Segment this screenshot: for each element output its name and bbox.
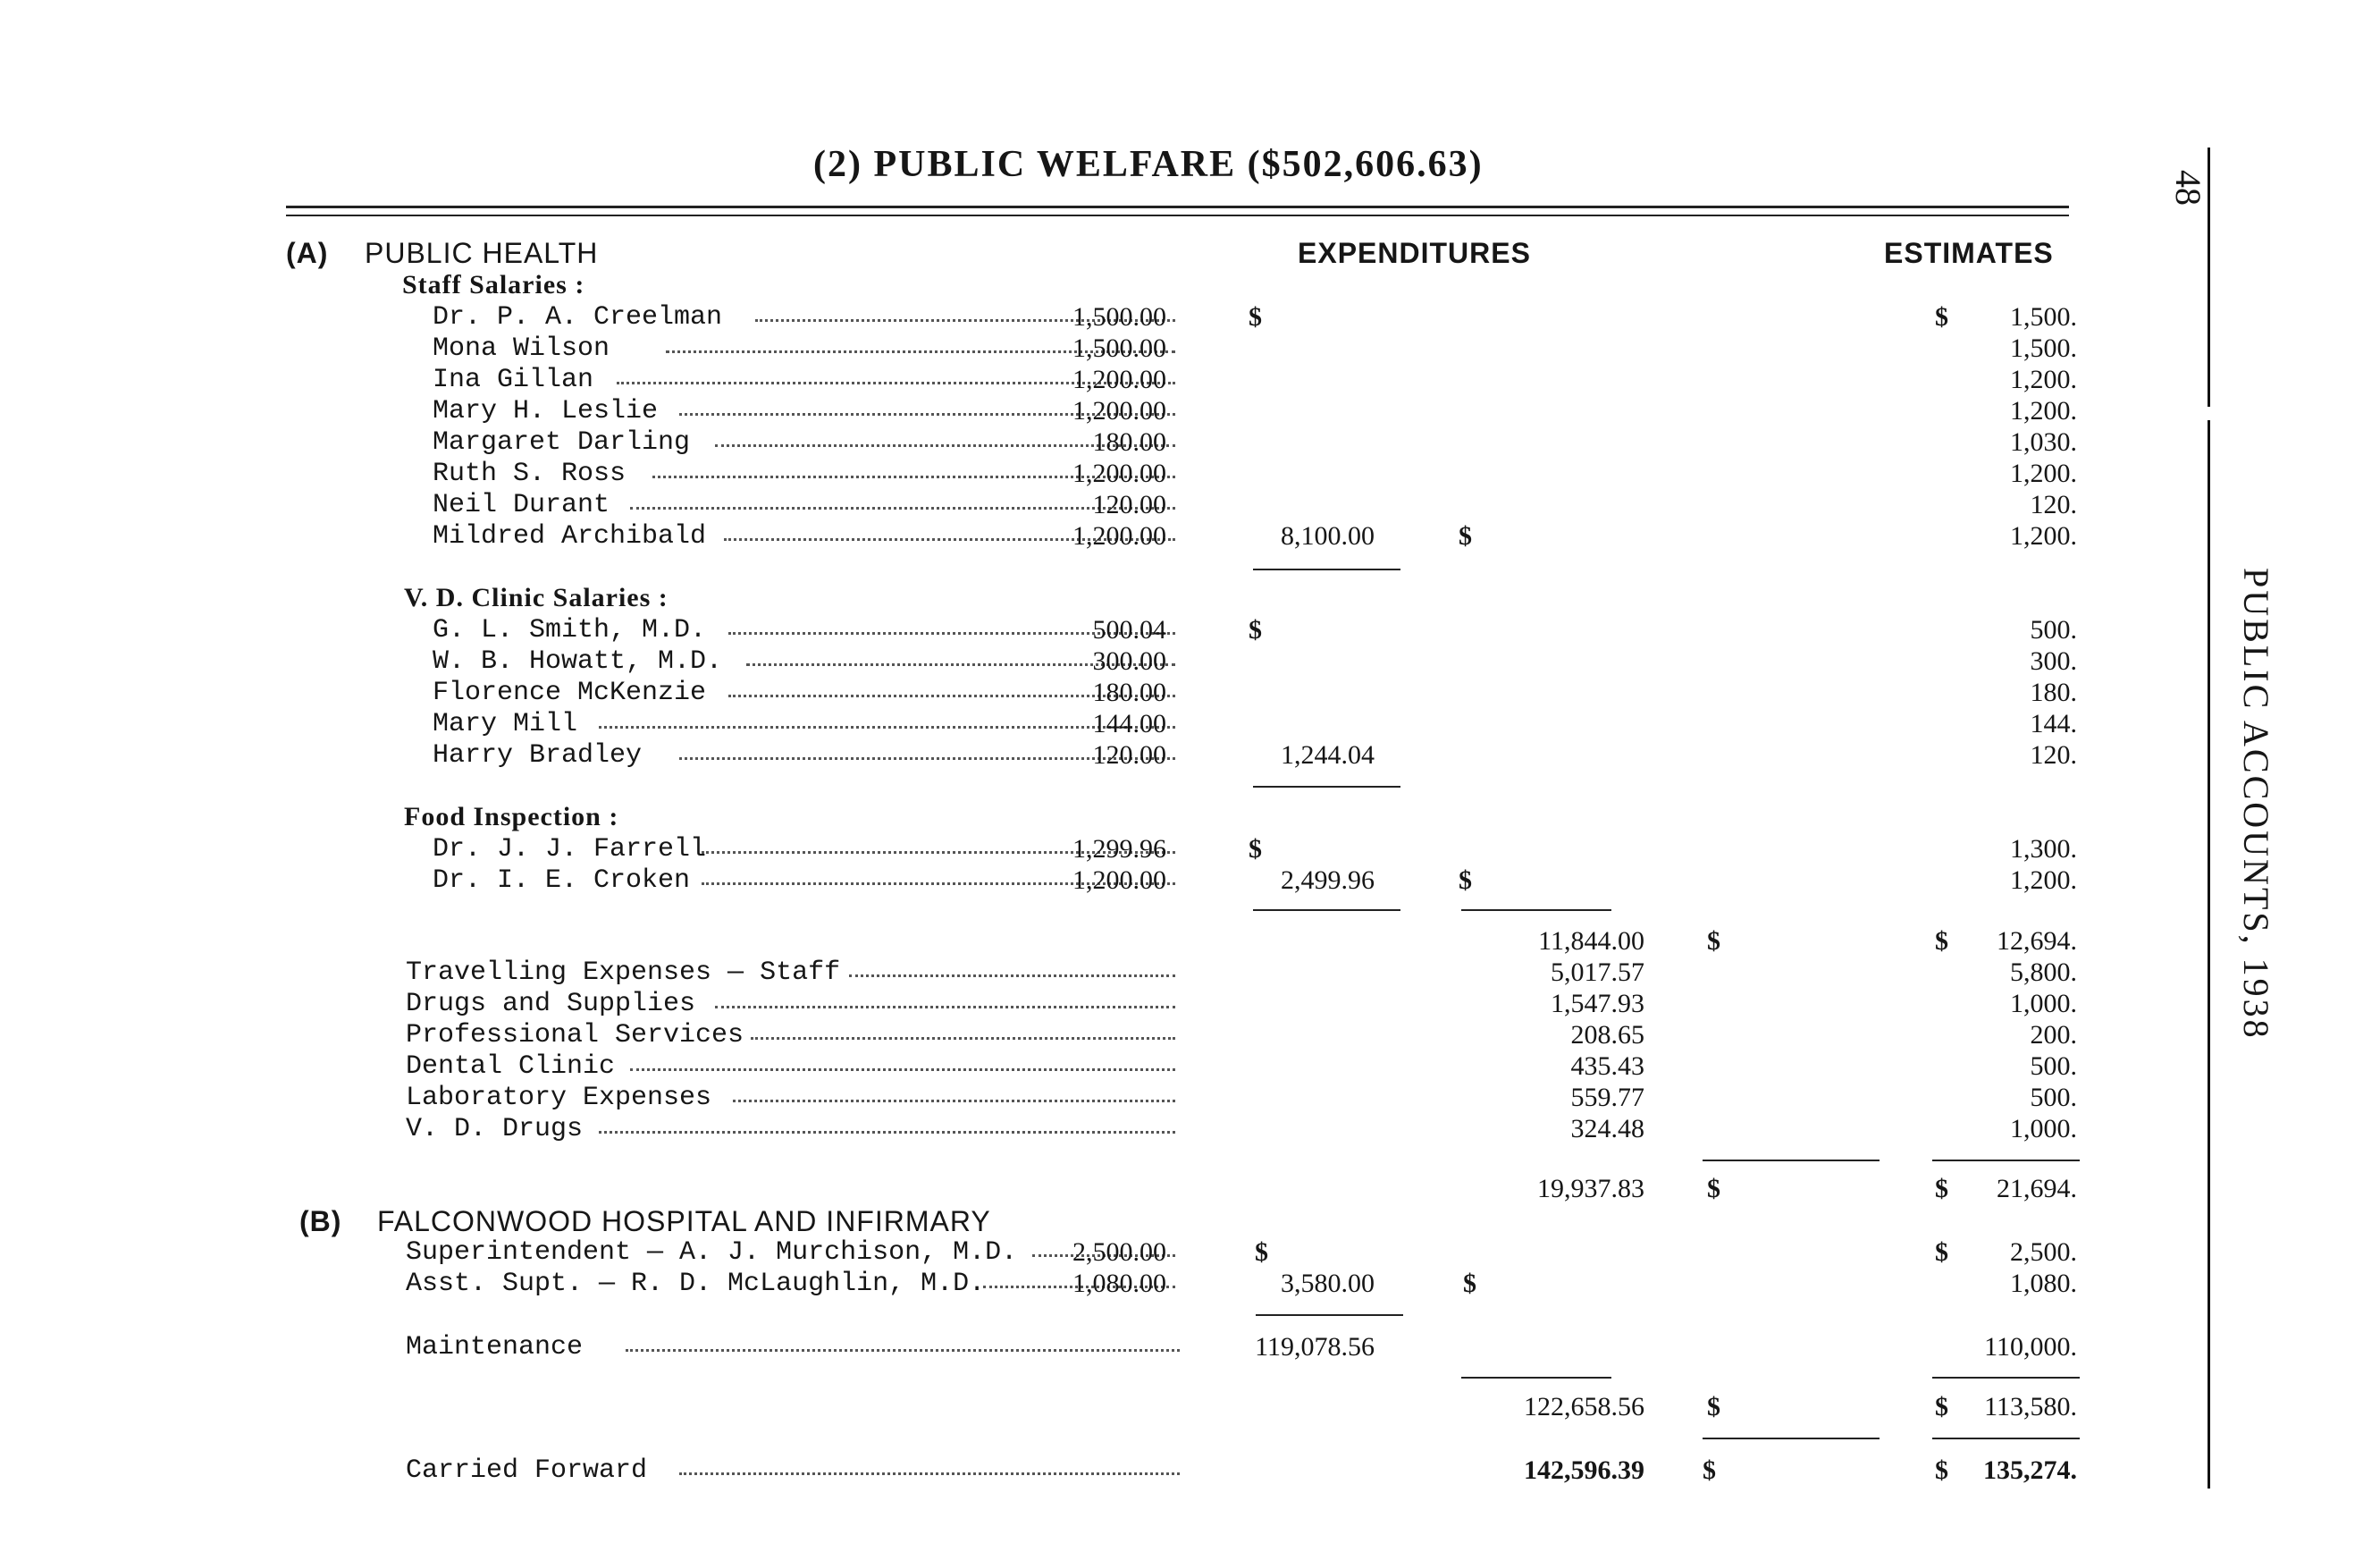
table-row xyxy=(0,521,2145,552)
total-rule xyxy=(1932,1160,2080,1161)
dollar-sign: $ xyxy=(1935,1455,1948,1485)
subtotal-amount: 1,244.04 xyxy=(1281,740,1375,770)
dollar-sign: $ xyxy=(1935,1392,1948,1421)
row-label: G. L. Smith, M.D. xyxy=(433,615,707,645)
expenditure-amount: 120.00 xyxy=(1092,490,1166,519)
row-label: Ina Gillan xyxy=(433,365,594,395)
table-row xyxy=(0,427,2145,458)
estimate-amount: 1,000. xyxy=(2010,989,2077,1018)
expenditure-amount: 1,200.00 xyxy=(1072,865,1166,895)
expenditure-amount: 144.00 xyxy=(1092,709,1166,738)
total-rule xyxy=(1703,1438,1880,1439)
subtotal-rule xyxy=(1253,786,1400,788)
subtotal-amount: 3,580.00 xyxy=(1281,1269,1375,1298)
table-row xyxy=(0,1114,2145,1144)
dot-leader xyxy=(715,1006,1175,1008)
dot-leader xyxy=(733,1100,1175,1102)
estimate-amount: 120. xyxy=(2030,490,2077,519)
expenditures-header: EXPENDITURES xyxy=(1298,237,1531,269)
table-row xyxy=(0,1269,2145,1299)
row-label: Margaret Darling xyxy=(433,427,691,458)
expenditure-amount: 1,500.00 xyxy=(1072,302,1166,332)
total-row xyxy=(0,1392,2145,1422)
estimates-header: ESTIMATES xyxy=(1884,237,2054,269)
dollar-sign: $ xyxy=(1249,834,1262,864)
estimate-amount: 1,030. xyxy=(2010,427,2077,457)
estimate-amount: 500. xyxy=(2030,615,2077,645)
total-amount: 122,658.56 xyxy=(1524,1392,1644,1421)
row-label: Ruth S. Ross xyxy=(433,459,627,489)
table-row xyxy=(0,1020,2145,1050)
dollar-sign: $ xyxy=(1935,1174,1948,1203)
expenditure-amount: 180.00 xyxy=(1092,678,1166,707)
expenditure-amount: 120.00 xyxy=(1092,740,1166,770)
table-row xyxy=(0,365,2145,395)
estimate-amount: 300. xyxy=(2030,646,2077,676)
subtotal-rule xyxy=(1253,909,1400,911)
table-row xyxy=(0,989,2145,1019)
header-rule-bottom xyxy=(286,215,2069,216)
table-row xyxy=(0,1051,2145,1082)
table-row xyxy=(0,834,2145,865)
dollar-sign: $ xyxy=(1463,1269,1476,1298)
estimate-amount: 1,080. xyxy=(2010,1269,2077,1298)
estimate-amount: 12,694. xyxy=(1997,926,2077,956)
expenditure-amount: 2,500.00 xyxy=(1072,1237,1166,1267)
subtotal-row xyxy=(0,926,2145,957)
estimate-amount: 500. xyxy=(2030,1083,2077,1112)
dollar-sign: $ xyxy=(1935,926,1948,956)
table-row xyxy=(0,1237,2145,1268)
dot-leader xyxy=(626,1349,1180,1352)
dollar-sign: $ xyxy=(1703,1455,1716,1485)
row-label: Dr. P. A. Creelman xyxy=(433,302,723,333)
dot-leader xyxy=(849,974,1175,977)
row-label: Asst. Supt. — R. D. McLaughlin, M.D. xyxy=(406,1269,986,1299)
table-row xyxy=(0,740,2145,771)
total-rule xyxy=(1703,1160,1880,1161)
running-head: PUBLIC ACCOUNTS, 1938 xyxy=(2236,568,2276,1041)
total-row xyxy=(0,1174,2145,1204)
dollar-sign: $ xyxy=(1935,1237,1948,1267)
estimate-amount: 110,000. xyxy=(1984,1332,2077,1362)
total-amount: 208.65 xyxy=(1570,1020,1644,1050)
table-row xyxy=(0,459,2145,489)
subtotal-rule xyxy=(1256,1314,1403,1316)
expenditure-amount: 1,500.00 xyxy=(1072,333,1166,363)
row-label: Mary Mill xyxy=(433,709,578,739)
estimate-amount: 180. xyxy=(2030,678,2077,707)
table-row xyxy=(0,615,2145,645)
row-label: Florence McKenzie xyxy=(433,678,707,708)
expenditure-amount: 500.04 xyxy=(1092,615,1166,645)
table-row xyxy=(0,865,2145,896)
dollar-sign: $ xyxy=(1459,865,1472,895)
estimate-amount: 120. xyxy=(2030,740,2077,770)
table-row xyxy=(0,1083,2145,1113)
section-a-title: PUBLIC HEALTH xyxy=(365,237,599,269)
row-label: W. B. Howatt, M.D. xyxy=(433,646,723,677)
estimate-amount: 200. xyxy=(2030,1020,2077,1050)
page-number: 48 xyxy=(2168,170,2208,206)
dollar-sign: $ xyxy=(1249,302,1262,332)
row-label: Mildred Archibald xyxy=(433,521,707,552)
total-amount: 19,937.83 xyxy=(1537,1174,1644,1203)
total-amount: 559.77 xyxy=(1570,1083,1644,1112)
estimate-amount: 1,000. xyxy=(2010,1114,2077,1143)
dot-leader xyxy=(599,1131,1175,1134)
table-row xyxy=(0,396,2145,426)
subhead-vd-clinic: V. D. Clinic Salaries : xyxy=(404,583,669,612)
estimate-amount: 21,694. xyxy=(1997,1174,2077,1203)
table-row xyxy=(0,957,2145,988)
row-label: Professional Services xyxy=(406,1020,744,1050)
estimate-amount: 1,200. xyxy=(2010,521,2077,551)
expenditure-amount: 1,080.00 xyxy=(1072,1269,1166,1298)
expenditure-amount: 1,200.00 xyxy=(1072,365,1166,394)
table-row xyxy=(0,709,2145,739)
total-amount: 324.48 xyxy=(1570,1114,1644,1143)
estimate-amount: 1,500. xyxy=(2010,302,2077,332)
subtotal-rule xyxy=(1461,909,1611,911)
expenditure-amount: 1,200.00 xyxy=(1072,521,1166,551)
table-row xyxy=(0,1332,2145,1362)
row-label: Maintenance xyxy=(406,1332,584,1362)
estimate-amount: 5,800. xyxy=(2010,957,2077,987)
expenditure-amount: 1,200.00 xyxy=(1072,459,1166,488)
total-amount: 142,596.39 xyxy=(1524,1455,1644,1485)
subtotal-amount: 8,100.00 xyxy=(1281,521,1375,551)
expenditure-amount: 1,200.00 xyxy=(1072,396,1166,426)
dot-leader xyxy=(751,1037,1175,1040)
total-amount: 435.43 xyxy=(1570,1051,1644,1081)
subtotal-amount: 119,078.56 xyxy=(1255,1332,1375,1362)
subtotal-amount: 2,499.96 xyxy=(1281,865,1375,895)
estimate-amount: 1,200. xyxy=(2010,396,2077,426)
page-title: (2) PUBLIC WELFARE ($502,606.63) xyxy=(813,144,1484,185)
row-label: Laboratory Expenses xyxy=(406,1083,712,1113)
table-row xyxy=(0,678,2145,708)
subtotal-rule xyxy=(1461,1377,1611,1379)
estimate-amount: 2,500. xyxy=(2010,1237,2077,1267)
estimate-amount: 500. xyxy=(2030,1051,2077,1081)
estimate-amount: 144. xyxy=(2030,709,2077,738)
row-label: Dr. I. E. Croken xyxy=(433,865,691,896)
row-label: Drugs and Supplies xyxy=(406,989,696,1019)
row-label: Mary H. Leslie xyxy=(433,396,659,426)
estimate-amount: 1,200. xyxy=(2010,365,2077,394)
row-label: V. D. Drugs xyxy=(406,1114,584,1144)
dollar-sign: $ xyxy=(1707,926,1720,956)
section-b-marker: (B) xyxy=(299,1205,342,1237)
total-rule xyxy=(1932,1377,2080,1379)
table-row xyxy=(0,646,2145,677)
row-label: Harry Bradley xyxy=(433,740,643,771)
dollar-sign: $ xyxy=(1255,1237,1268,1267)
expenditure-amount: 300.00 xyxy=(1092,646,1166,676)
carried-forward-row xyxy=(0,1455,2145,1486)
estimate-amount: 1,300. xyxy=(2010,834,2077,864)
total-rule xyxy=(1932,1438,2080,1439)
table-row xyxy=(0,302,2145,333)
dot-leader xyxy=(599,726,1175,729)
dollar-sign: $ xyxy=(1707,1174,1720,1203)
header-rule-top xyxy=(286,206,2069,208)
margin-rule-upper xyxy=(2208,148,2210,407)
section-b-title: FALCONWOOD HOSPITAL AND INFIRMARY xyxy=(377,1205,991,1237)
row-label: Neil Durant xyxy=(433,490,610,520)
dot-leader xyxy=(630,1068,1175,1071)
dollar-sign: $ xyxy=(1707,1392,1720,1421)
dollar-sign: $ xyxy=(1935,302,1948,332)
row-label: Superintendent — A. J. Murchison, M.D. xyxy=(406,1237,1018,1268)
subhead-food-inspection: Food Inspection : xyxy=(404,802,619,831)
expenditure-amount: 1,299.96 xyxy=(1072,834,1166,864)
section-a-marker: (A) xyxy=(286,237,329,269)
dollar-sign: $ xyxy=(1249,615,1262,645)
total-amount: 5,017.57 xyxy=(1551,957,1644,987)
row-label: Dr. J. J. Farrell xyxy=(433,834,707,865)
estimate-amount: 1,200. xyxy=(2010,459,2077,488)
table-row xyxy=(0,333,2145,364)
row-label: Dental Clinic xyxy=(406,1051,616,1082)
subhead-staff-salaries: Staff Salaries : xyxy=(402,270,585,299)
estimate-amount: 1,200. xyxy=(2010,865,2077,895)
expenditure-amount: 180.00 xyxy=(1092,427,1166,457)
row-label: Travelling Expenses — Staff xyxy=(406,957,841,988)
margin-rule-lower xyxy=(2208,420,2210,1489)
dollar-sign: $ xyxy=(1459,521,1472,551)
dot-leader xyxy=(679,1472,1180,1475)
total-amount: 1,547.93 xyxy=(1551,989,1644,1018)
row-label: Carried Forward xyxy=(406,1455,648,1486)
estimate-amount: 135,274. xyxy=(1983,1455,2077,1485)
estimate-amount: 113,580. xyxy=(1984,1392,2077,1421)
total-amount: 11,844.00 xyxy=(1538,926,1644,956)
subtotal-rule xyxy=(1253,569,1400,570)
estimate-amount: 1,500. xyxy=(2010,333,2077,363)
row-label: Mona Wilson xyxy=(433,333,610,364)
table-row xyxy=(0,490,2145,520)
